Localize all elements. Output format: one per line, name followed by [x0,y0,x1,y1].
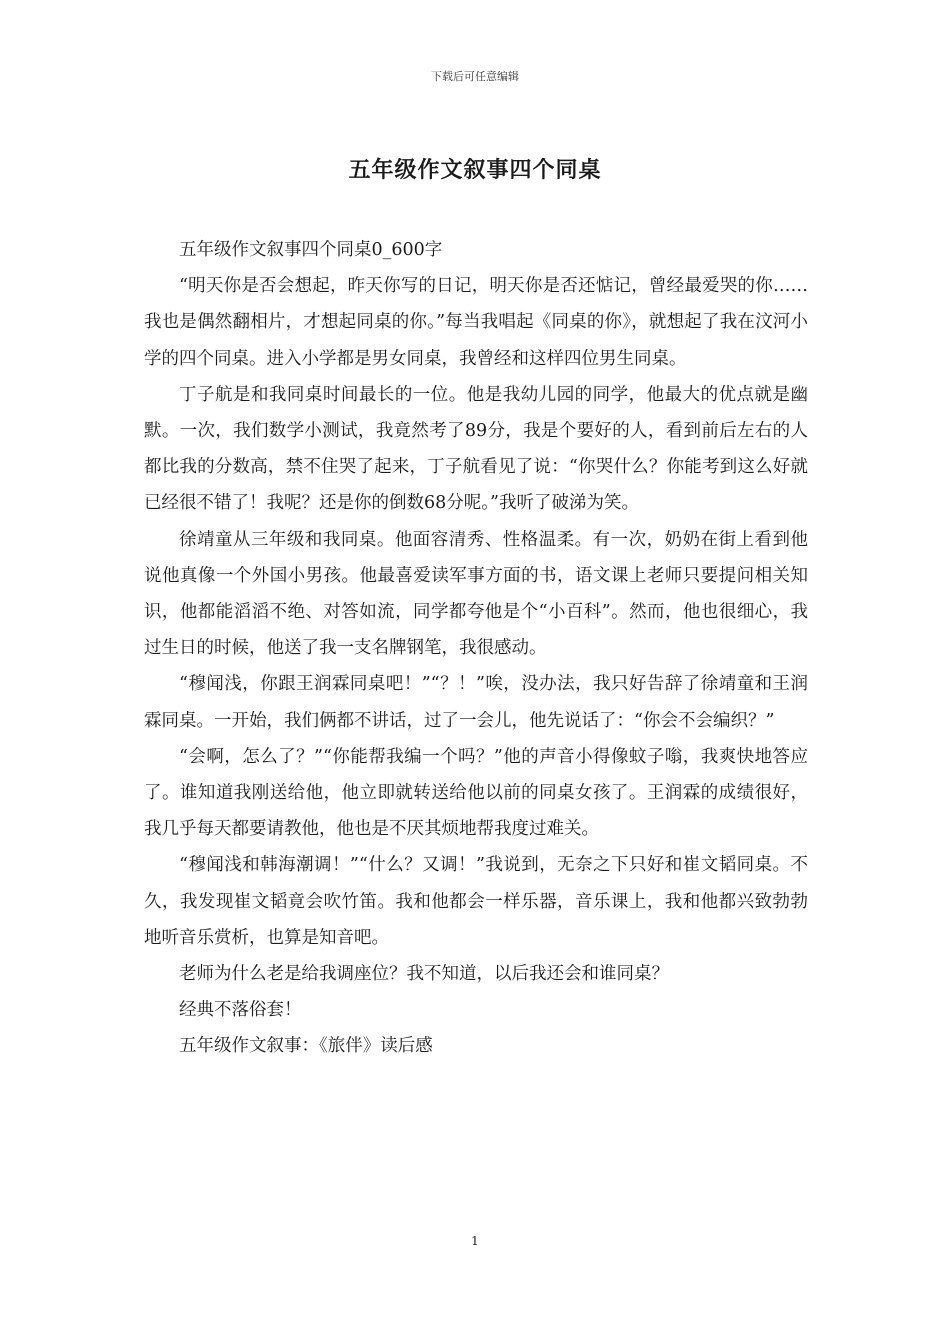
paragraph: “穆闻浅和韩海潮调！”“什么？又调！”我说到，无奈之下只好和崔文韬同桌。不久，我发现崔文韬竟会吹竹笛。我和他都会一样乐器，音乐课上，我和他都兴致勃勃地听音乐赏析，也算是知音吧。 [144,855,808,948]
paragraph-subtitle: 五年级作文叙事四个同桌0_600字 [179,240,443,260]
paragraph: “会啊，怎么了？”“你能帮我编一个吗？”他的声音小得像蚊子嗡，我爽快地答应了。谁知道我刚送给他，他立即就转送给他以前的同桌女孩了。王润霖的成绩很好，我几乎每天都要请教他，他也是不厌其烦地帮我度过难关。 [144,746,808,840]
document-title: 五年级作文叙事四个同桌 [348,157,602,183]
document-body [144,232,808,1065]
paragraph: 徐靖童从三年级和我同桌。他面容清秀、性格温柔。有一次，奶奶在街上看到他说他真像一个外国小男孩。他最喜爱读军事方面的书，语文课上老师只要提问相关知识，他都能滔滔不绝、对答如流，同学都夸他是个“小百科”。然而，他也很细心，我过生日的时候，他送了我一支名牌钢笔，我很感动。 [144,529,808,659]
paragraph: 丁子航是和我同桌时间最长的一位。他是我幼儿园的同学，他最大的优点就是幽默。一次，我们数学小测试，我竟然考了89分，我是个要好的人，看到前后左右的人都比我的分数高，禁不住哭了起来，丁子航看见了说：“你哭什么？你能考到这么好就已经很不错了！我呢？还是你的倒数68分呢。”我听了破涕为笑。 [144,384,808,514]
paragraph: “穆闻浅，你跟王润霖同桌吧！”“？！”唉，没办法，我只好告辞了徐靖童和王润霖同桌。一开始，我们俩都不讲话，过了一会儿，他先说话了：“你会不会编织？” [144,674,808,731]
page-number: 1 [471,1234,479,1248]
paragraph: 经典不落俗套！ [179,1000,302,1021]
paragraph: 五年级作文叙事：《旅伴》读后感 [179,1036,433,1057]
paragraph: “明天你是否会想起，昨天你写的日记，明天你是否还惦记，曾经最爱哭的你……我也是偶然翻相片，才想起同桌的你。”每当我唱起《同桌的你》，就想起了我在汶河小学的四个同桌。进入小学都是男女同桌，我曾经和这样四位男生同桌。 [144,276,808,369]
paragraph: 老师为什么老是给我调座位？我不知道，以后我还会和谁同桌？ [179,964,669,985]
header-note: 下载后可任意编辑 [431,70,519,83]
